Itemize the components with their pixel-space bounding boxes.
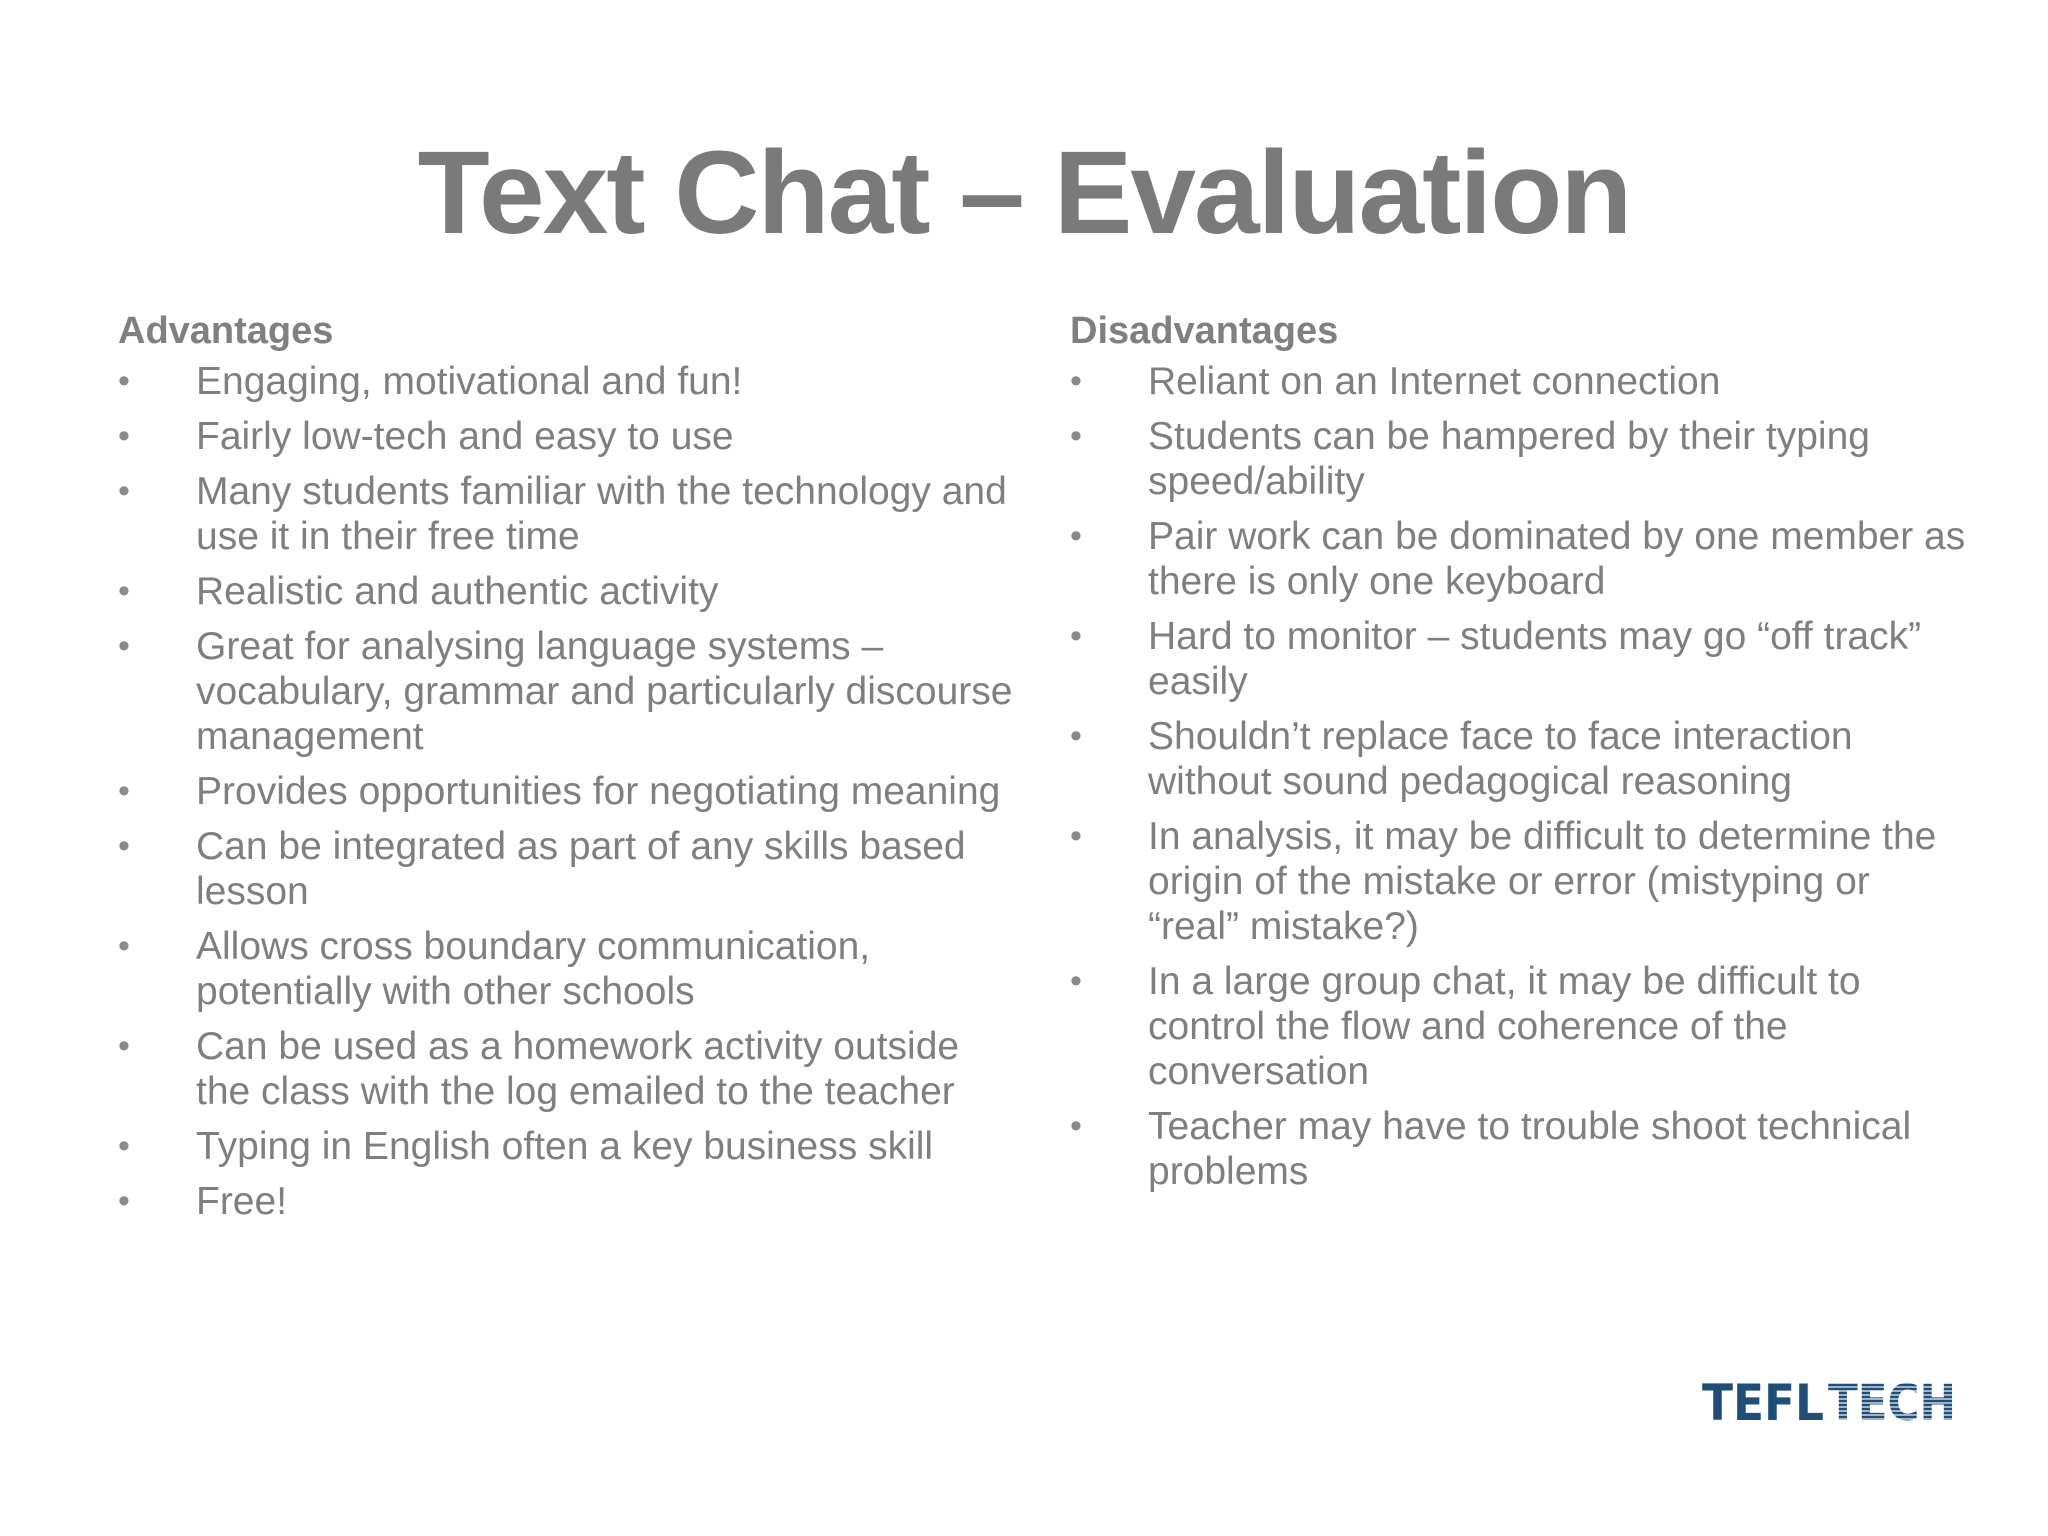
list-item-text: Engaging, motivational and fun! [196,360,743,403]
list-item-text: Shouldn’t replace face to face interaction without sound pedagogical reasoning [1148,715,1853,803]
bullet-icon: • [1070,517,1082,555]
list-item-text: In a large group chat, it may be difficult to control the flow and coherence of the conversation [1148,960,1861,1093]
list-item [1070,714,1970,804]
list-item-text: Teacher may have to trouble shoot technical problems [1148,1105,1912,1193]
list-item-text: Students can be hampered by their typing speed/ability [1148,415,1870,503]
tefltech-logo [1700,1372,1960,1432]
bullet-icon: • [1070,617,1082,655]
list-item [1070,414,1970,504]
bullet-icon: • [118,1127,130,1165]
list-item-text: Free! [196,1180,288,1223]
bullet-icon: • [1070,717,1082,755]
list-item-text: Hard to monitor – students may go “off track” easily [1148,615,1922,703]
list-item [1070,614,1970,704]
disadvantages-column [1070,304,1970,1204]
logo-text-tech: TECH [1828,1374,1956,1432]
list-item-text: Realistic and authentic activity [196,570,719,613]
list-item [118,624,1018,759]
advantages-column [118,304,1018,1234]
list-item [1070,359,1970,404]
logo-text-tefl: TEFL [1702,1374,1824,1432]
list-item-text: Many students familiar with the technology and use it in their free time [196,470,1007,558]
list-item [1070,1104,1970,1194]
bullet-icon: • [118,572,130,610]
bullet-icon: • [118,627,130,665]
list-item [1070,814,1970,949]
slide-title: Text Chat – Evaluation [417,127,1631,259]
list-item-text: Allows cross boundary communication, potentially with other schools [196,925,871,1013]
list-item [118,414,1018,459]
list-item-text: Can be used as a homework activity outside the class with the log emailed to the teacher [196,1025,960,1113]
bullet-icon: • [118,472,130,510]
bullet-icon: • [1070,417,1082,455]
list-item-text: Reliant on an Internet connection [1148,360,1721,403]
list-item [118,1179,1018,1224]
list-item [118,769,1018,814]
bullet-icon: • [118,772,130,810]
bullet-icon: • [118,1182,130,1220]
list-item-text: Typing in English often a key business skill [196,1125,934,1168]
list-item [118,359,1018,404]
advantages-heading: Advantages [118,310,334,352]
list-item [118,824,1018,914]
disadvantages-heading: Disadvantages [1070,310,1339,352]
list-item [118,1024,1018,1114]
bullet-icon: • [1070,817,1082,855]
list-item-text: Fairly low-tech and easy to use [196,415,734,458]
list-item [1070,959,1970,1094]
bullet-icon: • [118,417,130,455]
bullet-icon: • [118,927,130,965]
advantages-list [118,359,1018,1224]
bullet-icon: • [1070,962,1082,1000]
list-item-text: In analysis, it may be difficult to determine the origin of the mistake or error (mistyping or “real” mistake?) [1148,815,1937,948]
list-item [118,1124,1018,1169]
list-item [118,469,1018,559]
list-item [118,569,1018,614]
bullet-icon: • [1070,1107,1082,1145]
list-item-text: Great for analysing language systems – vocabulary, grammar and particularly discourse management [196,625,1013,758]
list-item [1070,514,1970,604]
list-item-text: Provides opportunities for negotiating meaning [196,770,1001,813]
bullet-icon: • [118,1027,130,1065]
bullet-icon: • [1070,362,1082,400]
disadvantages-list [1070,359,1970,1194]
list-item-text: Pair work can be dominated by one member as there is only one keyboard [1148,515,1966,603]
list-item [118,924,1018,1014]
list-item-text: Can be integrated as part of any skills based lesson [196,825,966,913]
bullet-icon: • [118,362,130,400]
bullet-icon: • [118,827,130,865]
